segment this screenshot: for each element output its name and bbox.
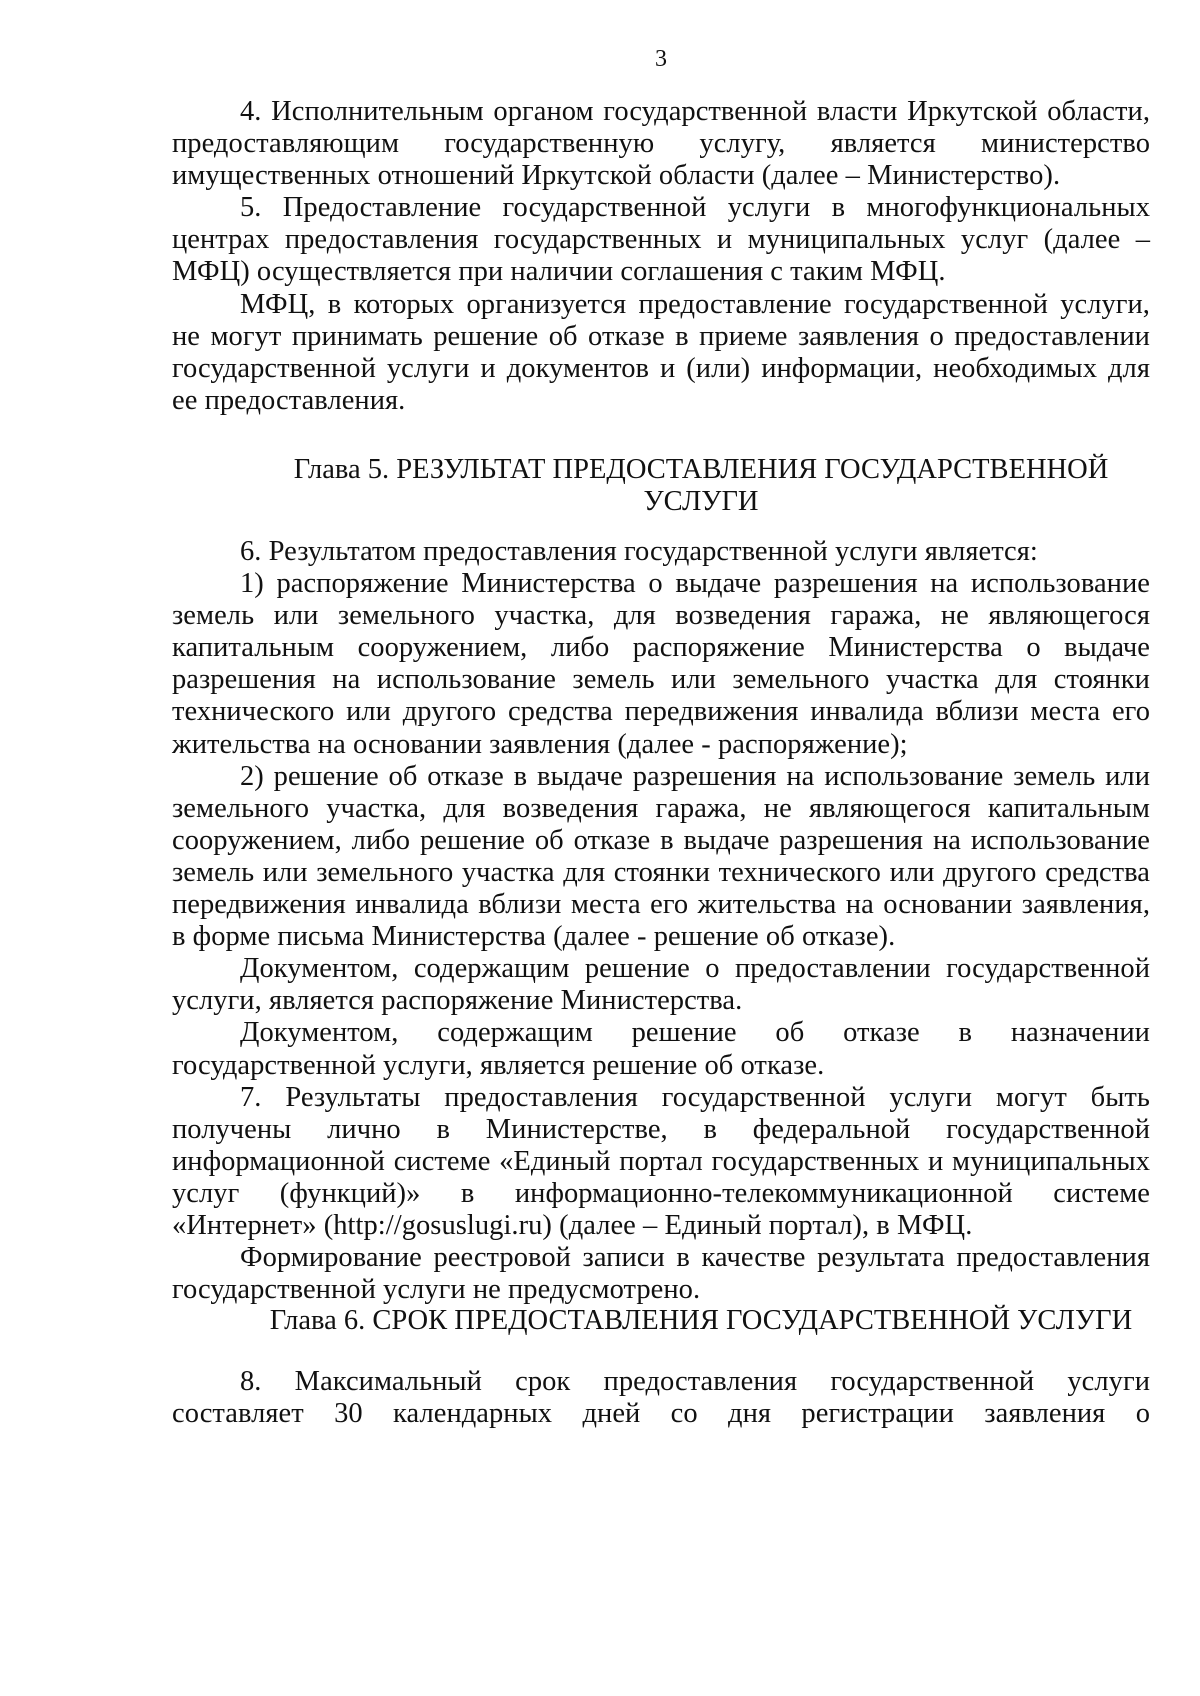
page-number: 3 (655, 46, 667, 72)
chapter-5-heading (172, 454, 1150, 518)
paragraph-6-document-grant: Документом, содержащим решение о предоставлении государственной услуги, является распоряжение Министерства. (172, 953, 1150, 1017)
paragraph-7-registry: Формирование реестровой записи в качестве результата предоставления государственной услуги не предусмотрено. (172, 1242, 1150, 1306)
chapter-6-title: Глава 6. СРОК ПРЕДОСТАВЛЕНИЯ ГОСУДАРСТВЕННОЙ УСЛУГИ (269, 1305, 1133, 1336)
paragraph-6-document-refusal: Документом, содержащим решение об отказе в назначении государственной услуги, является решение об отказе. (172, 1017, 1150, 1081)
paragraph-5: 5. Предоставление государственной услуги в многофункциональных центрах предоставления государственных и муниципальных услуг (далее – МФЦ) осуществляется при наличии соглашения с таким МФЦ. (172, 192, 1150, 288)
paragraph-5-mfc: МФЦ, в которых организуется предоставление государственной услуги, не могут принимать решение об отказе в приеме заявления о предоставлении государственной услуги и документов и (или) информации, необходимых для ее предоставления. (172, 288, 1150, 416)
document-page (172, 0, 1150, 1696)
paragraph-8: 8. Максимальный срок предоставления государственной услуги составляет 30 календарных дней со дня регистрации заявления о (172, 1366, 1150, 1430)
paragraph-6-item-1: 1) распоряжение Министерства о выдаче разрешения на использование земель или земельного участка, для возведения гаража, не являющегося капитальным сооружением, либо распоряжение Министерства о выдаче разрешения на использование земель или земельного участка для стоянки технического или другого средства передвижения инвалида вблизи места его жительства на основании заявления (далее - распоряжение); (172, 568, 1150, 760)
chapter-5-body (172, 536, 1150, 1306)
chapter-5-title-line1: Глава 5. РЕЗУЛЬТАТ ПРЕДОСТАВЛЕНИЯ ГОСУДАРСТВЕННОЙ (293, 454, 1109, 485)
chapter-5-title-line2: УСЛУГИ (643, 486, 759, 517)
paragraph-6-item-2: 2) решение об отказе в выдаче разрешения на использование земель или земельного участка, для возведения гаража, не являющегося капитальным сооружением, либо решение об отказе в выдаче разрешения на использование земель или земельного участка для стоянки технического или другого средства передвижения инвалида вблизи места его жительства на основании заявления, в форме письма Министерства (далее - решение об отказе). (172, 760, 1150, 953)
paragraph-6: 6. Результатом предоставления государственной услуги является: (240, 536, 1038, 567)
chapter-6-body (172, 1366, 1150, 1430)
paragraph-7: 7. Результаты предоставления государственной услуги могут быть получены лично в Министерстве, в федеральной государственной информационной системе «Единый портал государственных и муниципальных услуг (функций)» в информационно-телекоммуникационной системе «Интернет» (http://gosuslugi.ru) (далее – Единый портал), в МФЦ. (172, 1081, 1150, 1241)
intro-section (172, 96, 1150, 417)
paragraph-4: 4. Исполнительным органом государственной власти Иркутской области, предоставляющим государственную услугу, является министерство имущественных отношений Иркутской области (далее – Министерство). (172, 96, 1150, 192)
chapter-6-heading (172, 1305, 1150, 1337)
